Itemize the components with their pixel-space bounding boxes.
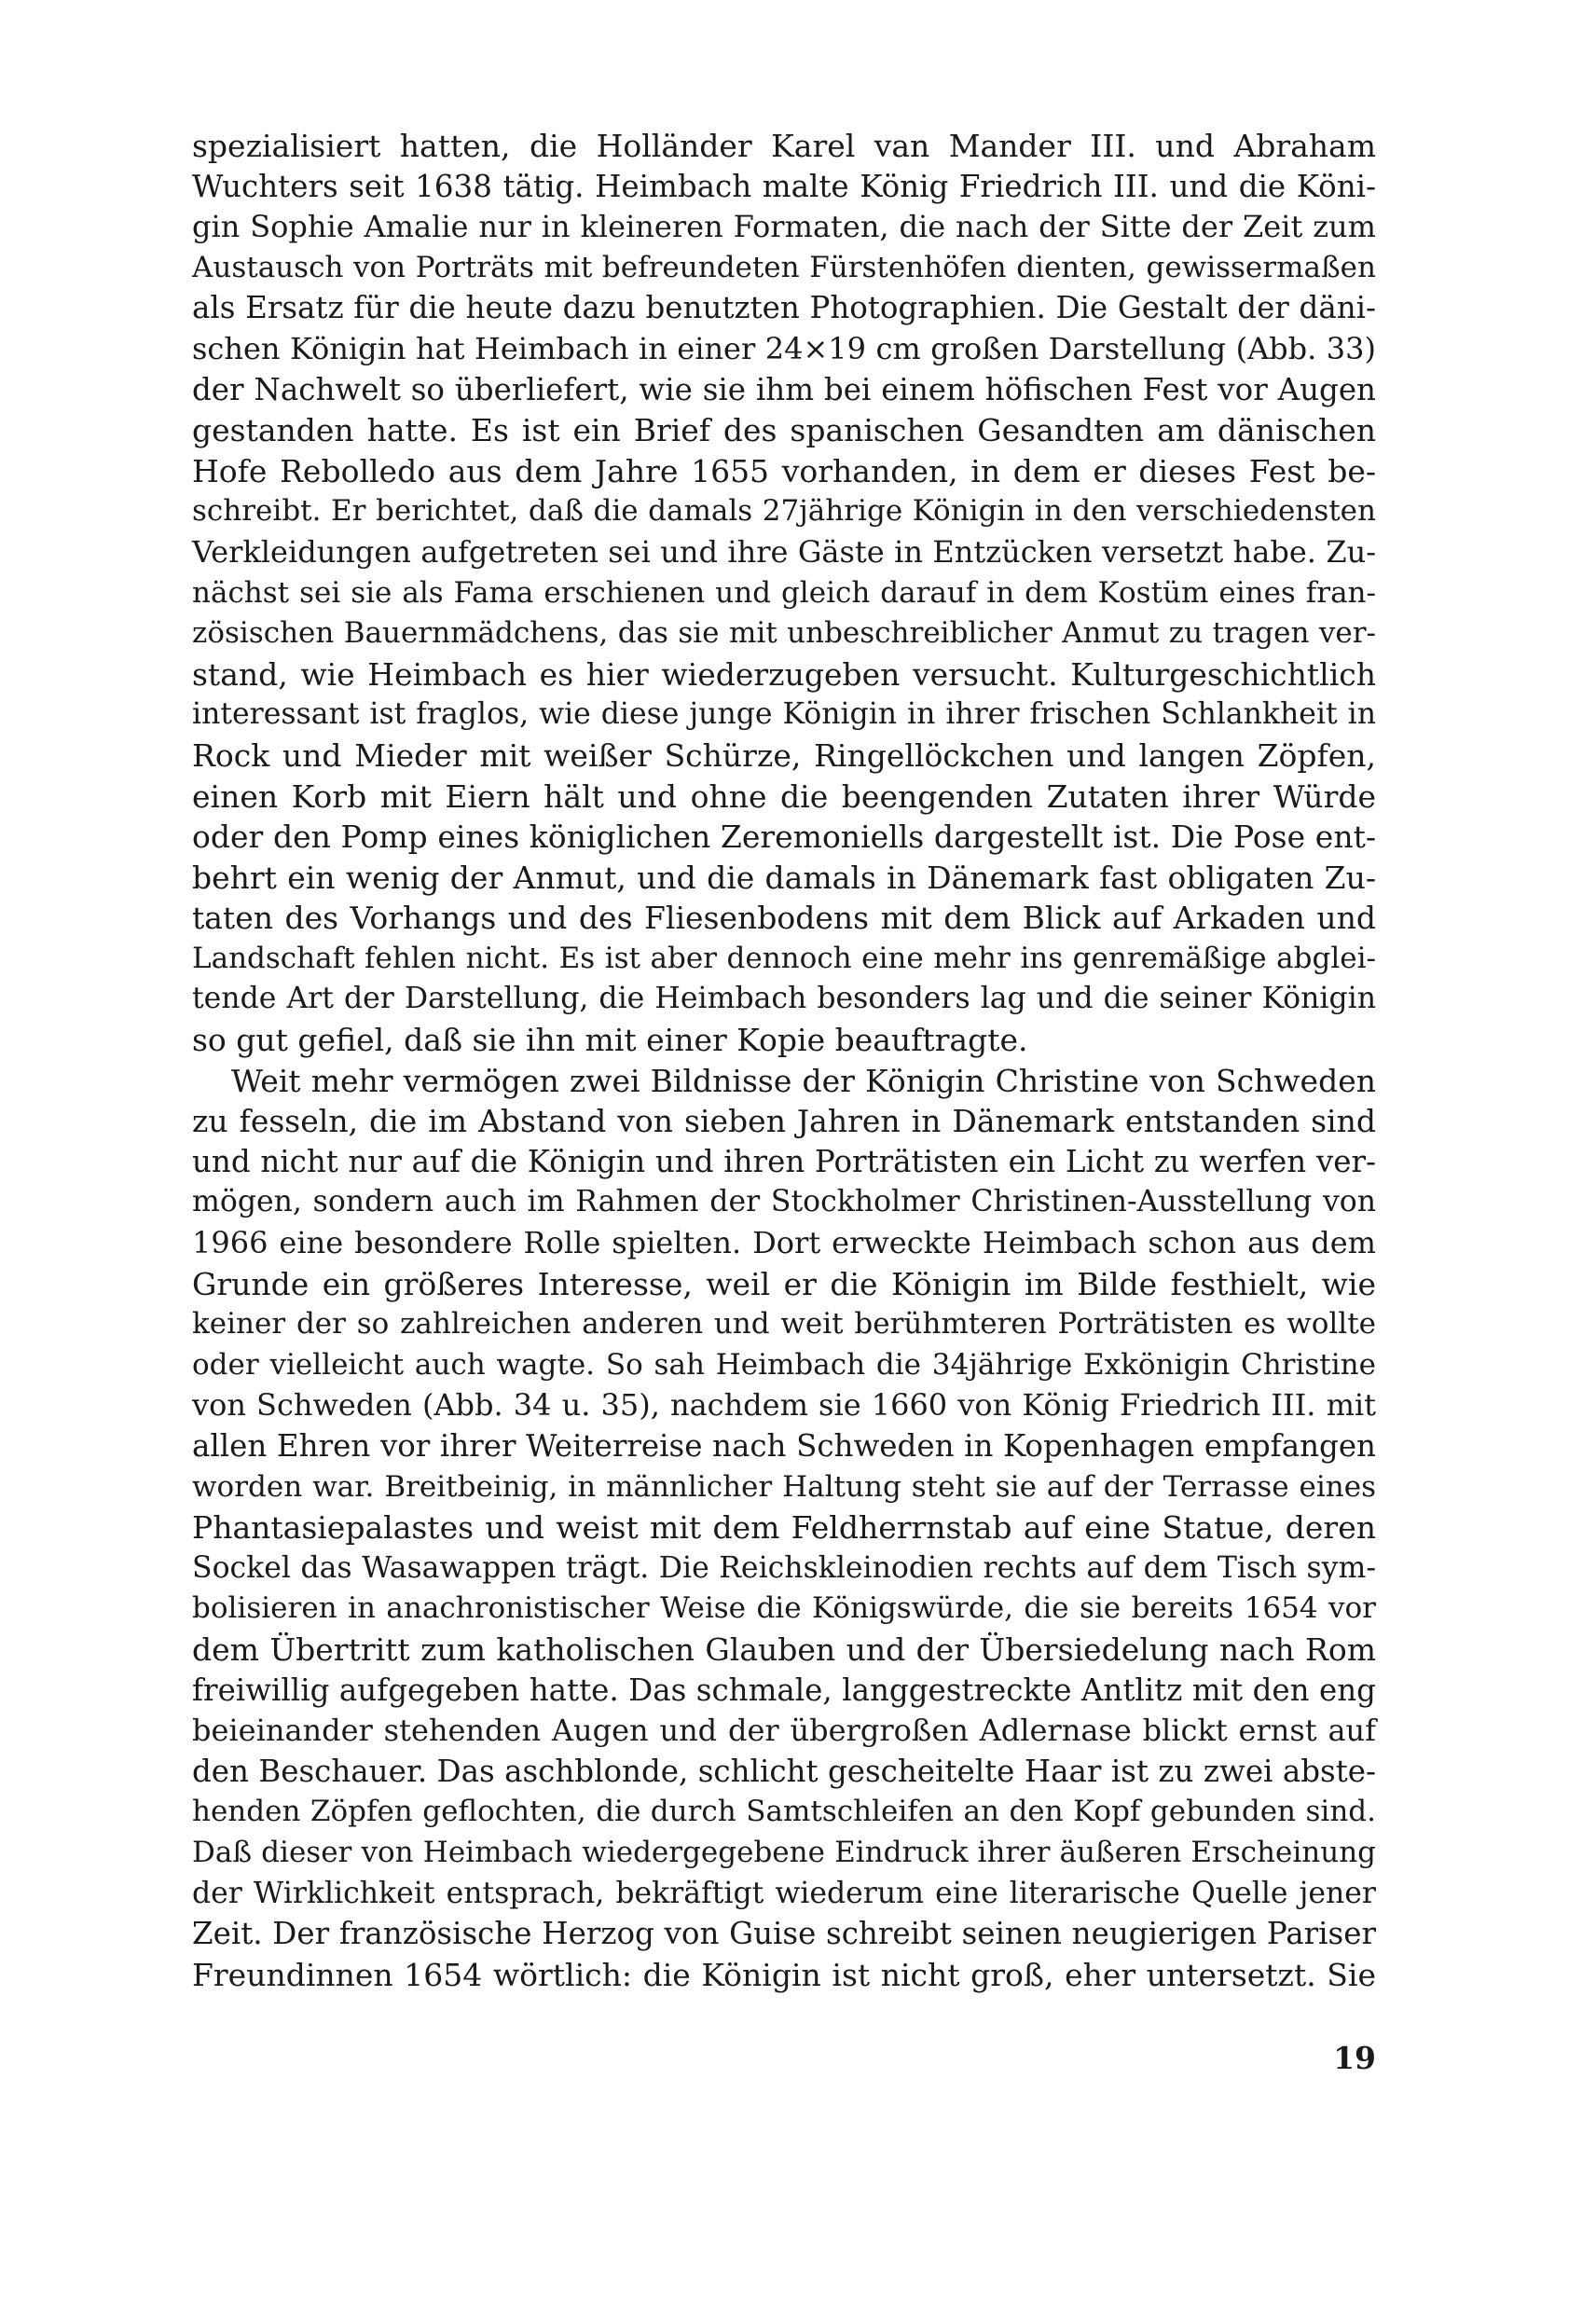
text-line: worden war. Breitbeinig, in männlicher Haltung steht sie auf der Terrasse eines [192, 1469, 1376, 1504]
text-line: der Nachwelt so überliefert, wie sie ihm bei einem höfischen Fest vor Augen [192, 371, 1376, 407]
body-text [192, 126, 1376, 1995]
text-line: nächst sei sie als Fama erschienen und gleich darauf in dem Kostüm eines fran- [192, 575, 1376, 610]
text-line: so gut gefiel, daß sie ihn mit einer Kopie beauftragte. [192, 1022, 1028, 1059]
page-number: 19 [1333, 2040, 1376, 2076]
text-line: freiwillig aufgegeben hatte. Das schmale, langgestreckte Antlitz mit den eng [192, 1672, 1376, 1708]
text-line: Phantasiepalastes und weist mit dem Feldherrnstab auf eine Statue, deren [192, 1509, 1376, 1547]
text-line: behrt ein wenig der Anmut, und die damals in Dänemark fast obligaten Zu- [192, 859, 1376, 896]
text-line: einen Korb mit Eiern hält und ohne die beengenden Zutaten ihrer Würde [192, 778, 1376, 815]
text-line: mögen, sondern auch im Rahmen der Stockholmer Christinen-Ausstellung von [192, 1185, 1376, 1219]
text-line: allen Ehren vor ihrer Weiterreise nach Schweden in Kopenhagen empfangen [192, 1428, 1376, 1464]
text-line: stand, wie Heimbach es hier wiederzugeben versucht. Kulturgeschichtlich [192, 655, 1376, 693]
paragraph [192, 1061, 1376, 1996]
text-line: 1966 eine besondere Rolle spielten. Dort erweckte Heimbach schon aus dem [192, 1225, 1376, 1261]
text-line: gestanden hatte. Es ist ein Brief des spanischen Gesandten am dänischen [192, 412, 1376, 449]
text-line: dem Übertritt zum katholischen Glauben und der Übersiedelung nach Rom [192, 1631, 1376, 1668]
text-line: von Schweden (Abb. 34 u. 35), nachdem sie 1660 von König Friedrich III. mit [192, 1387, 1376, 1424]
text-line: Weit mehr vermögen zwei Bildnisse der Königin Christine von Schweden [231, 1062, 1376, 1099]
text-line: henden Zöpfen geflochten, die durch Samtschleifen an den Kopf gebunden sind. [192, 1795, 1376, 1829]
text-line: Daß dieser von Heimbach wiedergegebene Eindruck ihrer äußeren Erscheinung [192, 1835, 1376, 1869]
text-line: Zeit. Der französische Herzog von Guise schreibt seinen neugierigen Pariser [192, 1916, 1376, 1952]
text-line: Landschaft fehlen nicht. Es ist aber dennoch eine mehr ins genremäßige abglei- [192, 941, 1376, 975]
text-line: gin Sophie Amalie nur in kleineren Formaten, die nach der Sitte der Zeit zum [192, 209, 1376, 245]
text-line: tende Art der Darstellung, die Heimbach besonders lag und die seiner Königin [192, 982, 1376, 1016]
text-line: keiner der so zahlreichen anderen und weit berühmteren Porträtisten es wollte [192, 1307, 1376, 1342]
text-line: oder den Pomp eines königlichen Zeremoniells dargestellt ist. Die Pose ent- [192, 819, 1376, 856]
text-line: Hofe Rebolledo aus dem Jahre 1655 vorhanden, in dem er dieses Fest be- [192, 452, 1376, 489]
text-line: bolisieren in anachronistischer Weise die Königswürde, die sie bereits 1654 vor [192, 1591, 1376, 1626]
text-line: als Ersatz für die heute dazu benutzten Photographien. Die Gestalt der däni- [192, 290, 1376, 326]
text-line: taten des Vorhangs und des Fliesenbodens mit dem Blick auf Arkaden und [192, 900, 1376, 937]
text-line: Sockel das Wasawappen trägt. Die Reichskleinodien rechts auf dem Tisch sym- [192, 1550, 1376, 1585]
text-line: spezialisiert hatten, die Holländer Karel van Mander III. und Abraham [192, 128, 1376, 164]
text-line: Verkleidungen aufgetreten sei und ihre Gäste in Entzücken versetzt habe. Zu- [192, 533, 1376, 570]
text-line: Freundinnen 1654 wörtlich: die Königin ist nicht groß, eher untersetzt. Sie [192, 1956, 1376, 1993]
text-line: und nicht nur auf die Königin und ihren Porträtisten ein Licht zu werfen ver- [192, 1143, 1376, 1179]
text-line: der Wirklichkeit entsprach, bekräftigt wiederum eine literarische Quelle jener [192, 1876, 1376, 1910]
text-line: schen Königin hat Heimbach in einer 24×19 cm großen Darstellung (Abb. 33) [192, 330, 1376, 366]
text-line: zu fesseln, die im Abstand von sieben Jahren in Dänemark entstanden sind [192, 1103, 1376, 1140]
text-line: beieinander stehenden Augen und der übergroßen Adlernase blickt ernst auf [192, 1713, 1376, 1749]
text-line: den Beschauer. Das aschblonde, schlicht gescheitelte Haar ist zu zwei abste- [192, 1753, 1376, 1789]
text-line: interessant ist fraglos, wie diese junge Königin in ihrer frischen Schlankheit in [192, 697, 1376, 732]
text-line: oder vielleicht auch wagte. So sah Heimbach die 34jährige Exkönigin Christine [192, 1347, 1376, 1382]
text-line: Austausch von Porträts mit befreundeten Fürstenhöfen dienten, gewissermaßen [192, 250, 1376, 284]
text-line: schreibt. Er berichtet, daß die damals 27jährige Königin in den verschiedensten [192, 494, 1376, 529]
text-line: zösischen Bauernmädchens, das sie mit unbeschreiblicher Anmut zu tragen ver- [192, 616, 1376, 651]
text-line: Grunde ein größeres Interesse, weil er die Königin im Bilde festhielt, wie [192, 1265, 1376, 1302]
text-line: Rock und Mieder mit weißer Schürze, Ringellöckchen und langen Zöpfen, [192, 736, 1376, 774]
paragraph [192, 126, 1376, 1061]
text-line: Wuchters seit 1638 tätig. Heimbach malte König Friedrich III. und die Köni- [192, 168, 1376, 204]
